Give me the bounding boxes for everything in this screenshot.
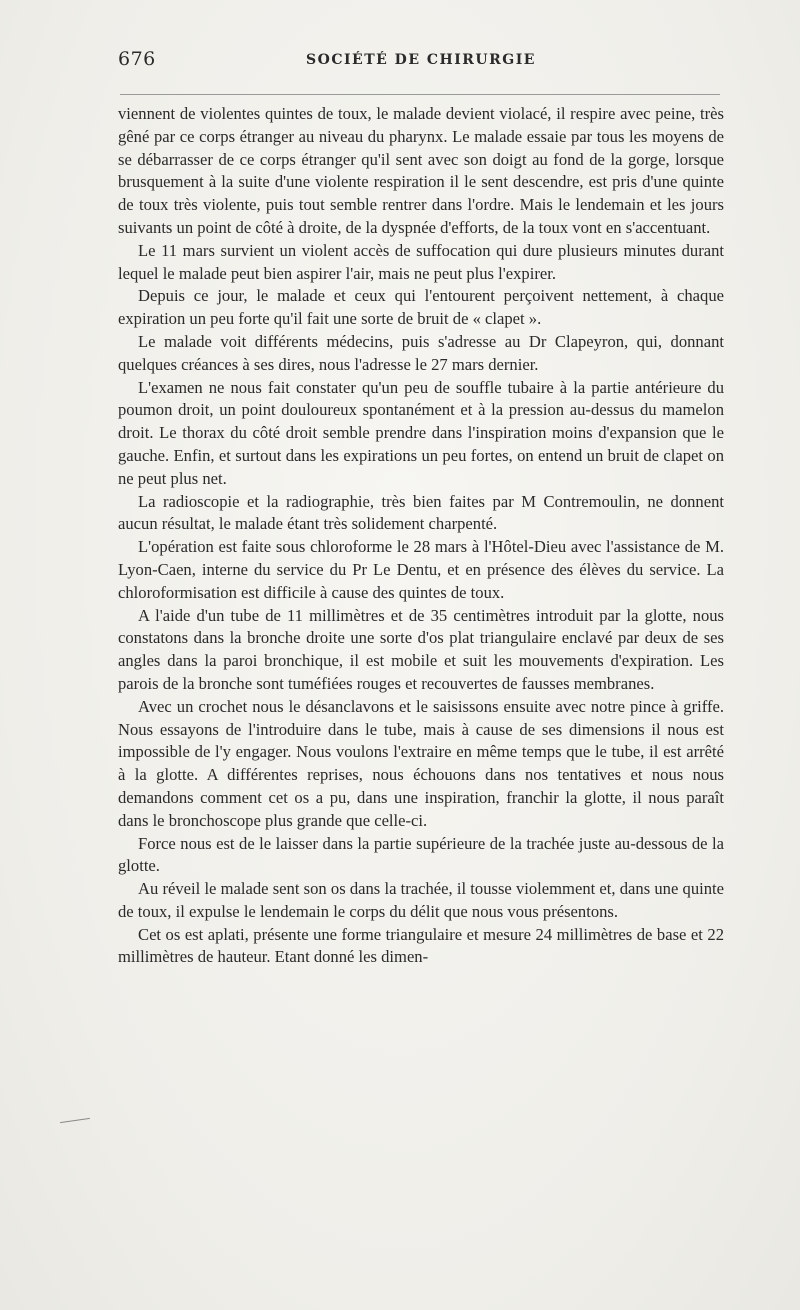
paragraph: L'examen ne nous fait constater qu'un peu de souffle tubaire à la partie antérieure du poumon droit, un point douloureux spontanément et à la pression au-dessus du mamelon droit. Le thorax du côté droit semble prendre dans l'inspiration moins d'expansion que le gauche. Enfin, et surtout dans les expirations un peu fortes, on entend un bruit de clapet on ne peut plus net. <box>118 377 724 488</box>
running-title: SOCIÉTÉ DE CHIRURGIE <box>306 52 536 68</box>
paragraph: viennent de violentes quintes de toux, le malade devient violacé, il respire avec peine, très gêné par ce corps étranger au niveau du pharynx. Le malade essaie par tous les moyens de se débarrasser de ce corps étranger qu'il sent avec son doigt au fond de la gorge, lorsque brusquement à la suite d'une violente respiration il le sent descendre, est pris d'une quinte de toux très violente, puis tout semble rentrer dans l'ordre. Mais le lendemain et les jours suivants un point de côté à droite, de la dyspnée d'efforts, de la toux vont en s'accentuant. <box>118 104 724 237</box>
margin-mark <box>60 1118 90 1123</box>
body-text <box>118 103 724 969</box>
paragraph: Depuis ce jour, le malade et ceux qui l'entourent perçoivent nettement, à chaque expiration un peu forte qu'il fait une sorte de bruit de « clapet ». <box>118 286 724 329</box>
header-divider <box>120 94 720 95</box>
paragraph: Force nous est de le laisser dans la partie supérieure de la trachée juste au-dessous de la glotte. <box>118 833 724 876</box>
page-header <box>118 48 724 76</box>
paragraph: Au réveil le malade sent son os dans la trachée, il tousse violemment et, dans une quinte de toux, il expulse le lendemain le corps du délit que nous vous présentons. <box>118 879 724 921</box>
paragraph: L'opération est faite sous chloroforme le 28 mars à l'Hôtel-Dieu avec l'assistance de M. Lyon-Caen, interne du service du Pr Le Dentu, et en présence des élèves du service. La chloroformisation est difficile à cause des quintes de toux. <box>118 537 724 602</box>
paragraph: Le 11 mars survient un violent accès de suffocation qui dure plusieurs minutes durant lequel le malade peut bien aspirer l'air, mais ne peut plus l'expirer. <box>118 240 724 283</box>
paragraph: Cet os est aplati, présente une forme triangulaire et mesure 24 millimètres de base et 22 millimètres de hauteur. Etant donné les dimen- <box>118 924 724 967</box>
paragraph: Le malade voit différents médecins, puis s'adresse au Dr Clapeyron, qui, donnant quelques créances à ses dires, nous l'adresse le 27 mars dernier. <box>118 331 724 374</box>
page-number: 676 <box>118 48 156 70</box>
paragraph: A l'aide d'un tube de 11 millimètres et de 35 centimètres introduit par la glotte, nous constatons dans la bronche droite une sorte d'os plat triangulaire enclavé par deux de ses angles dans la paroi bronchique, il est mobile et suit les mouvements d'expiration. Les parois de la bronche sont tuméfiées rouges et recouvertes de fausses membranes. <box>118 605 724 693</box>
paragraph: Avec un crochet nous le désanclavons et le saisissons ensuite avec notre pince à griffe. Nous essayons de l'introduire dans le tube, mais à cause de ses dimensions il nous est impossible de l'y engager. Nous voulons l'extraire en même temps que le tube, il est arrêté à la glotte. A différentes reprises, nous échouons dans nos tentatives et nous nous demandons comment cet os a pu, dans une inspiration, franchir la glotte, il nous paraît dans le bronchoscope plus grande que celle-ci. <box>118 696 724 830</box>
paragraph: La radioscopie et la radiographie, très bien faites par M Contremoulin, ne donnent aucun résultat, le malade étant très solidement charpenté. <box>118 491 724 534</box>
